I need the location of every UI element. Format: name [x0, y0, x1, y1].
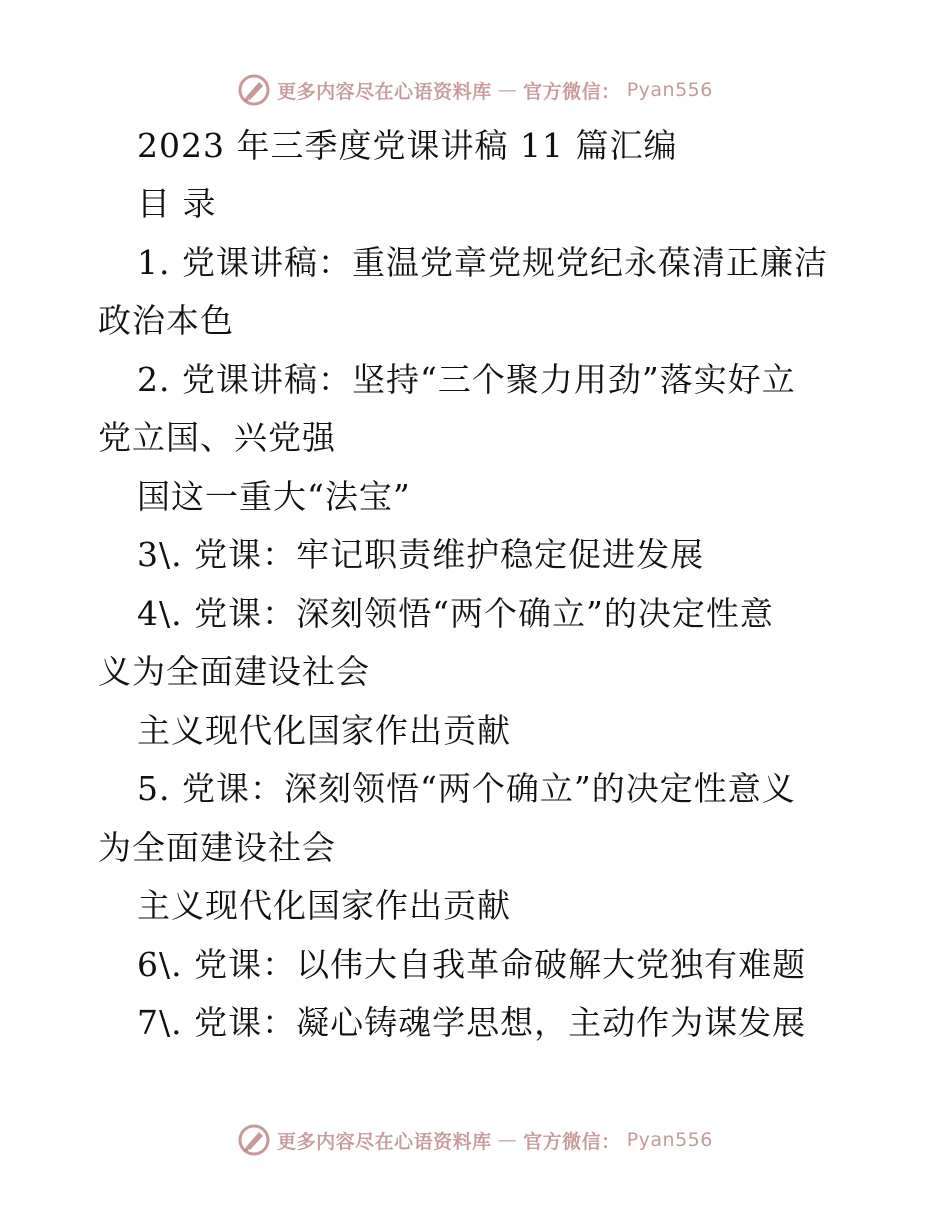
toc-line: 1. 党课讲稿：重温党章党规党纪永葆清正廉洁: [137, 243, 828, 282]
watermark-contact-label: 官方微信：: [523, 1130, 621, 1153]
toc-line: 6\. 党课：以伟大自我革命破解大党独有难题: [137, 945, 807, 984]
watermark-contact-label: 官方微信：: [523, 80, 621, 103]
toc-line: 政治本色: [98, 301, 234, 340]
watermark-contact-id: Pyan556: [626, 79, 713, 101]
watermark-separator: —: [497, 79, 518, 101]
watermark-text: 更多内容尽在心语资料库: [277, 80, 492, 103]
document-title: 2023 年三季度党课讲稿 11 篇汇编: [137, 126, 678, 165]
toc-line: 主义现代化国家作出贡献: [137, 886, 511, 925]
header-watermark: [0, 70, 950, 110]
toc-line: 7\. 党课：凝心铸魂学思想，主动作为谋发展: [137, 1003, 807, 1042]
watermark-text: 更多内容尽在心语资料库: [277, 1130, 492, 1153]
toc-line: 5. 党课：深刻领悟“两个确立”的决定性意义: [137, 769, 796, 808]
fountain-pen-logo-icon: [237, 1123, 271, 1157]
toc-line: 主义现代化国家作出贡献: [137, 711, 511, 750]
toc-line: 为全面建设社会: [98, 828, 336, 867]
toc-heading: 目 录: [137, 184, 217, 223]
watermark-separator: —: [497, 1129, 518, 1151]
toc-line: 2. 党课讲稿：坚持“三个聚力用劲”落实好立: [137, 360, 796, 399]
toc-line: 党立国、兴党强: [98, 418, 336, 457]
toc-line: 3\. 党课：牢记职责维护稳定促进发展: [137, 535, 705, 574]
watermark-contact-id: Pyan556: [626, 1129, 713, 1151]
footer-watermark: [0, 1120, 950, 1160]
toc-line: 义为全面建设社会: [98, 652, 370, 691]
toc-line: 4\. 党课：深刻领悟“两个确立”的决定性意: [137, 594, 774, 633]
toc-line: 国这一重大“法宝”: [137, 477, 411, 516]
fountain-pen-logo-icon: [237, 73, 271, 107]
